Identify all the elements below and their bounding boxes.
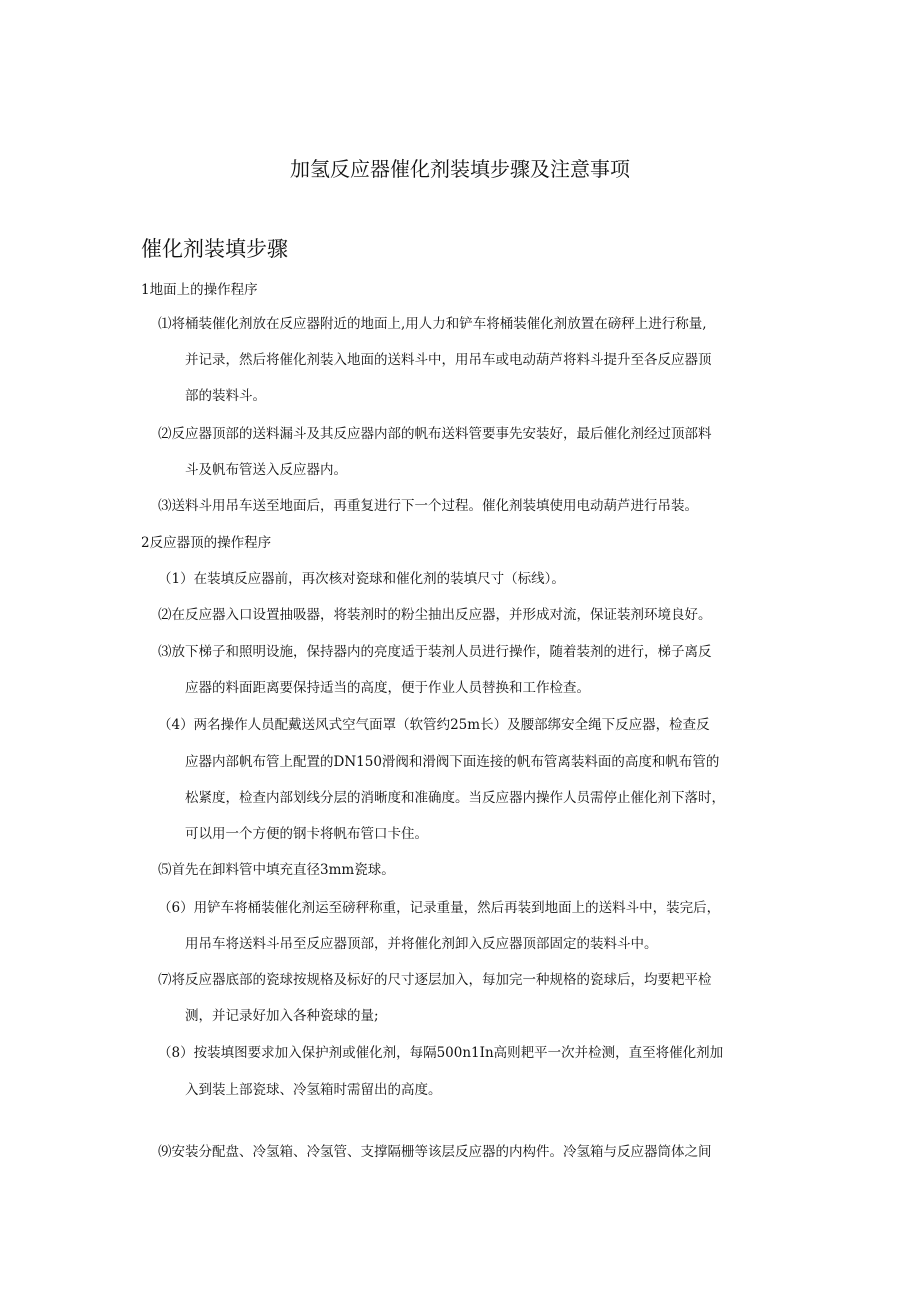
part2-item8-line1: （8）按装填图要求加入保护剂或催化剂，每隔500n1In高则耙平一次并检测，直至将催化剂加 bbox=[158, 1045, 724, 1061]
part2-heading: 2反应器顶的操作程序 bbox=[141, 535, 272, 551]
part2-item7-line1: ⑺将反应器底部的瓷球按规格及标好的尺寸逐层加入，每加完一种规格的瓷球后，均要耙平检 bbox=[158, 972, 712, 988]
part1-item1-line3: 部的装料斗。 bbox=[185, 388, 266, 404]
part1-item1-line2: 并记录，然后将催化剂装入地面的送料斗中，用吊车或电动葫芦将料斗提升至各反应器顶 bbox=[185, 352, 712, 368]
part2-item5-line1: ⑸首先在卸料管中填充直径3mm瓷球。 bbox=[158, 862, 395, 878]
section-heading: 催化剂装填步骤 bbox=[141, 237, 288, 261]
part2-item4-line4: 可以用一个方便的钢卡将帆布管口卡住。 bbox=[185, 826, 428, 842]
part2-item2-line1: ⑵在反应器入口设置抽吸器，将装剂时的粉尘抽出反应器，并形成对流，保证装剂环境良好。 bbox=[158, 607, 712, 623]
part2-item9-line1: ⑼安装分配盘、冷氢箱、冷氢管、支撑隔栅等该层反应器的内构件。冷氢箱与反应器筒体之间 bbox=[158, 1144, 712, 1160]
part1-item2-line1: ⑵反应器顶部的送料漏斗及其反应器内部的帆布送料管要事先安装好，最后催化剂经过顶部料 bbox=[158, 426, 712, 442]
part2-item4-line1: （4）两名操作人员配戴送风式空气面罩（软管约25m长）及腰部绑安全绳下反应器，检查反 bbox=[158, 717, 710, 733]
part2-item4-line3: 松紧度，检查内部划线分层的消晰度和准确度。当反应器内操作人员需停止催化剂下落时， bbox=[185, 790, 725, 806]
part2-item6-line2: 用吊车将送料斗吊至反应器顶部，并将催化剂卸入反应器顶部固定的装料斗中。 bbox=[185, 936, 658, 952]
part1-item1-line1: ⑴将桶装催化剂放在反应器附近的地面上,用人力和铲车将桶装催化剂放置在磅秤上进行称量, bbox=[158, 316, 707, 332]
part2-item3-line2: 应器的料面距离要保持适当的高度，便于作业人员替换和工作检查。 bbox=[185, 680, 590, 696]
part2-item8-line2: 入到装上部瓷球、冷氢箱时需留出的高度。 bbox=[185, 1082, 442, 1098]
part1-item3-line1: ⑶送料斗用吊车送至地面后，再重复进行下一个过程。催化剂装填使用电动葫芦进行吊装。 bbox=[158, 498, 698, 514]
part2-item1-line1: （1）在装填反应器前，再次核对瓷球和催化剂的装填尺寸（标线）。 bbox=[158, 571, 565, 587]
part1-heading: 1地面上的操作程序 bbox=[141, 282, 258, 298]
part2-item6-line1: （6）用铲车将桶装催化剂运至磅秤称重，记录重量，然后再装到地面上的送料斗中，装完后， bbox=[158, 900, 721, 916]
part2-item3-line1: ⑶放下梯子和照明设施，保持器内的亮度适于装剂人员进行操作，随着装剂的进行，梯子离反 bbox=[158, 644, 712, 660]
part1-item2-line2: 斗及帆布管送入反应器内。 bbox=[185, 462, 347, 478]
part2-item7-line2: 测，并记录好加入各种瓷球的量; bbox=[185, 1008, 379, 1024]
document-title: 加氢反应器催化剂装填步骤及注意事项 bbox=[290, 157, 630, 181]
part2-item4-line2: 应器内部帆布管上配置的DN150滑阀和滑阀下面连接的帆布管离装料面的高度和帆布管的 bbox=[185, 754, 720, 770]
